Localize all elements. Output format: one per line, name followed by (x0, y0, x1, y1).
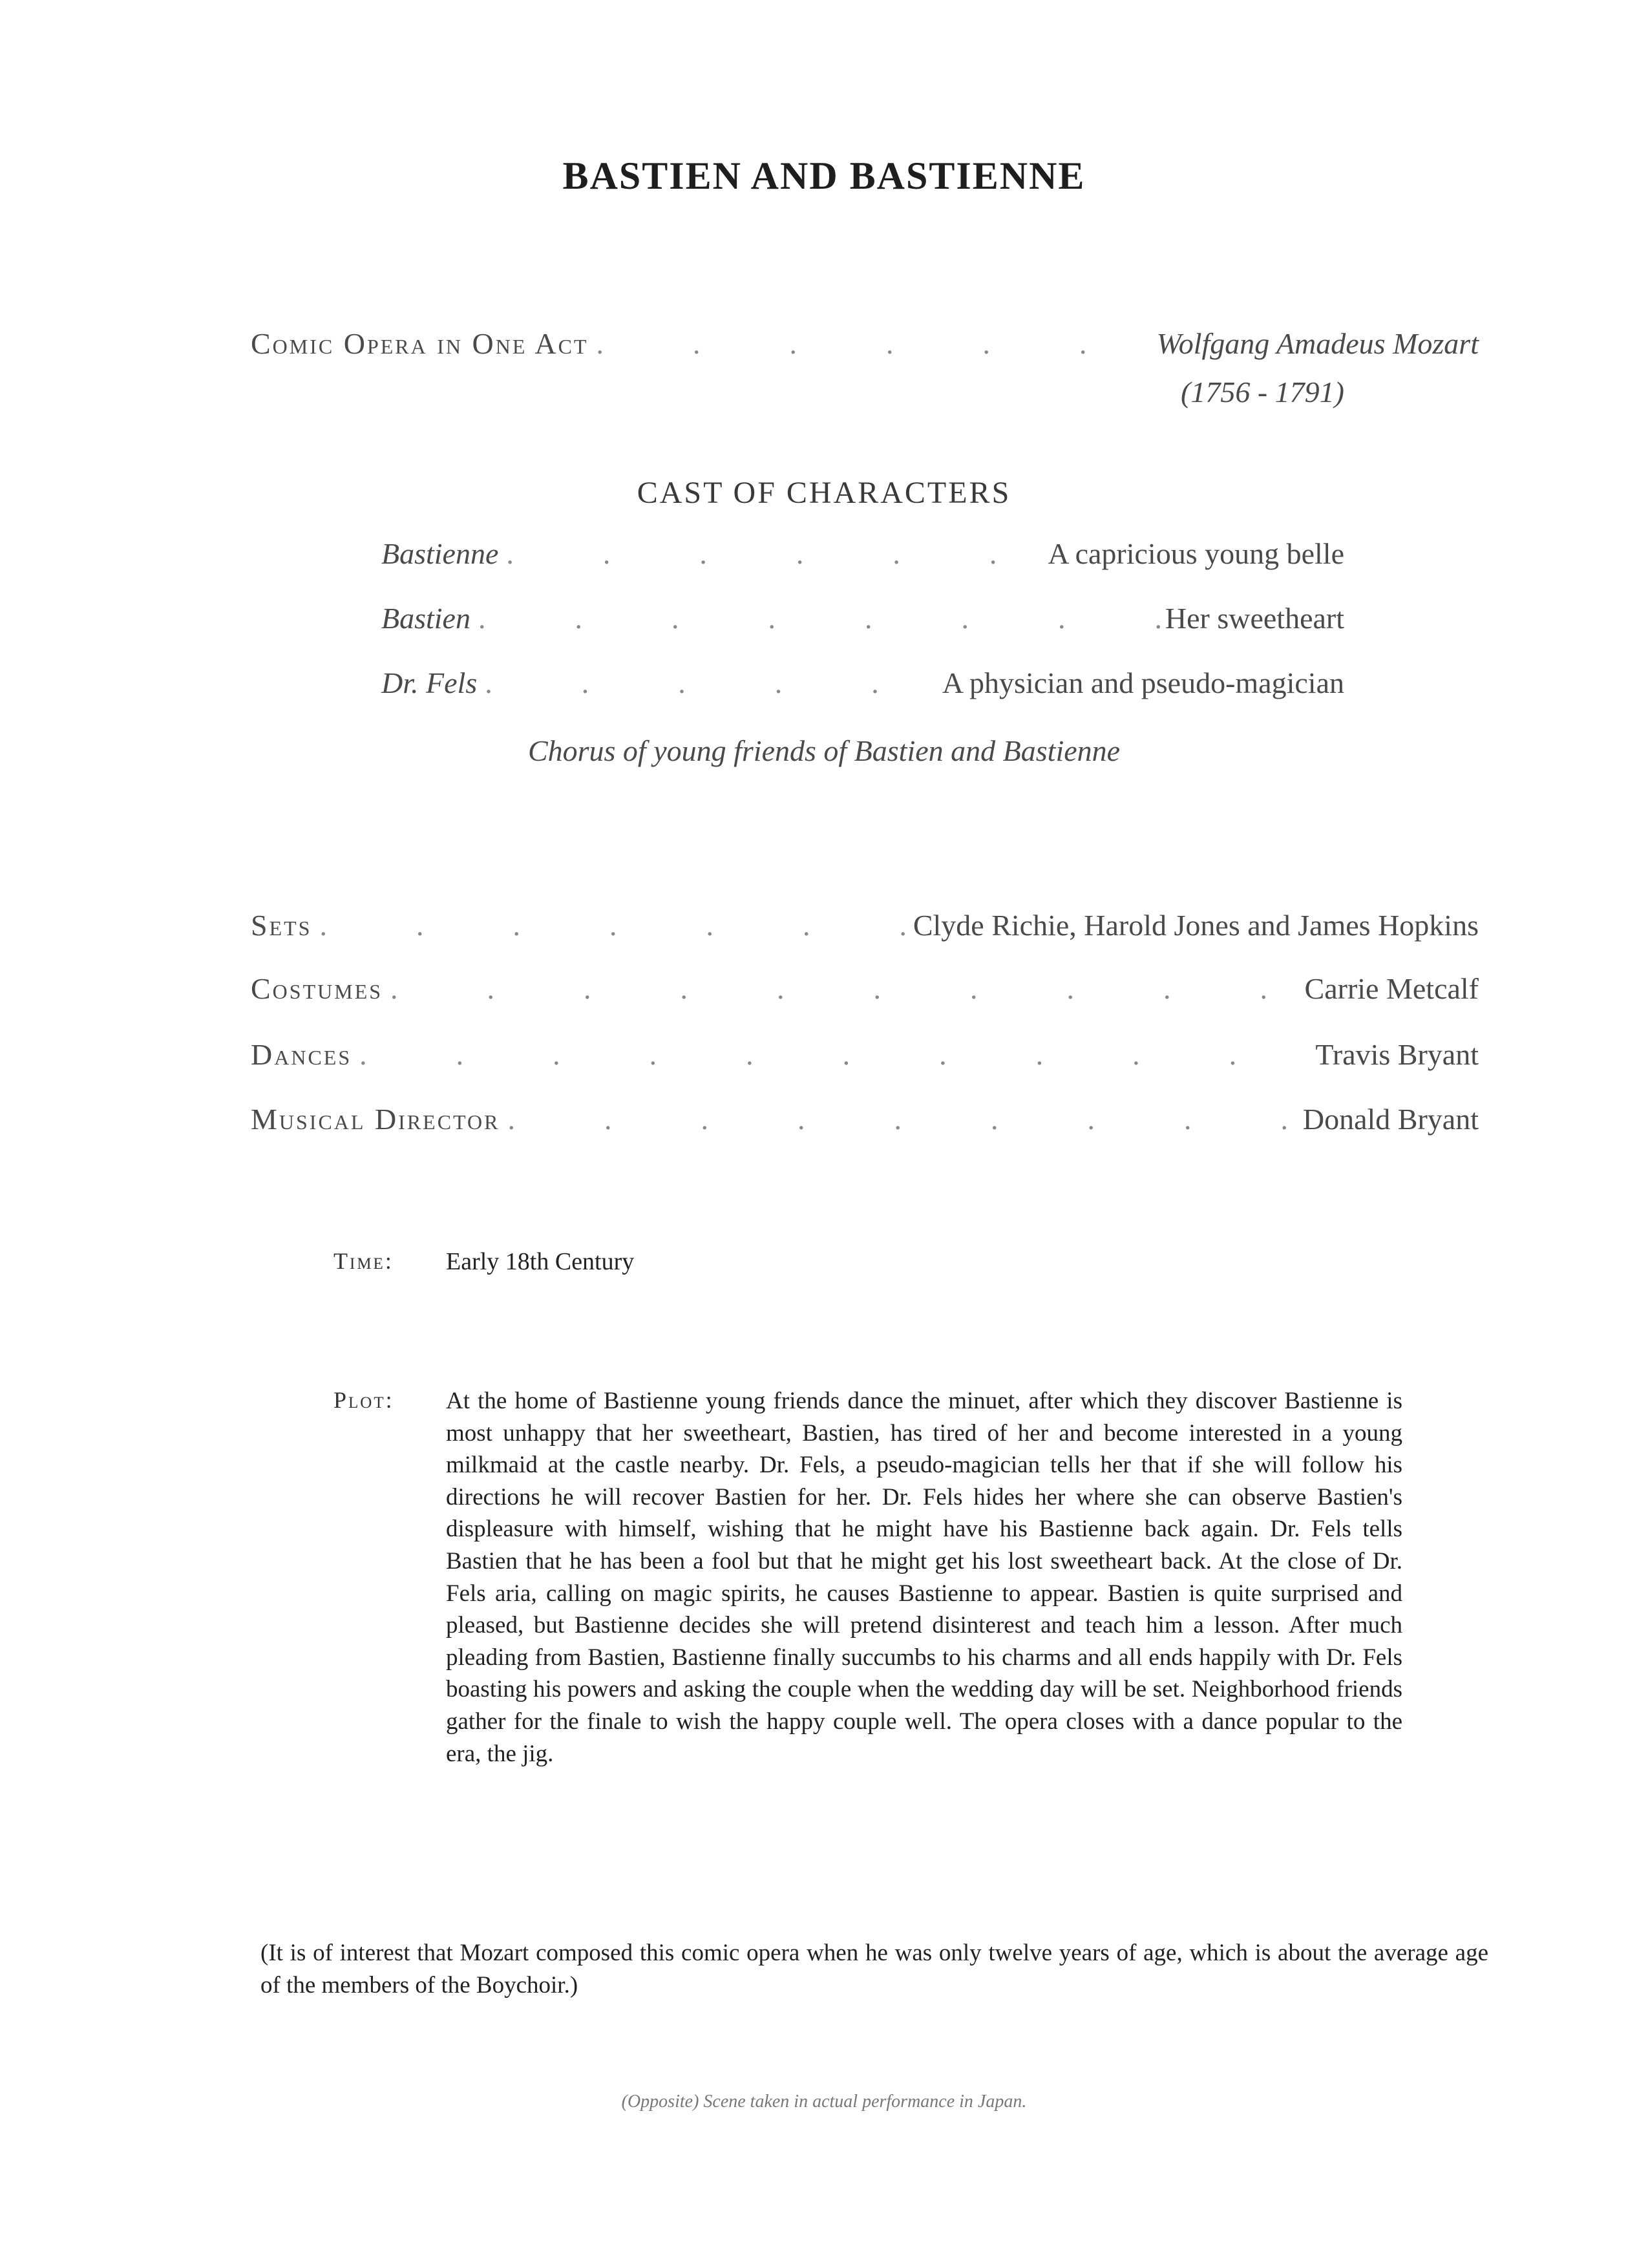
character-description: A physician and pseudo-magician (942, 666, 1344, 699)
cast-heading: CAST OF CHARACTERS (637, 476, 1011, 510)
chorus-line: Chorus of young friends of Bastien and Bastienne (527, 734, 1121, 767)
credit-role: Sets (251, 909, 312, 942)
opera-type: Comic Opera in One Act (251, 327, 589, 360)
time-value: Early 18th Century (446, 1248, 635, 1275)
leader-dots (477, 666, 942, 700)
credit-role: Dances (251, 1038, 352, 1071)
credit-names: Clyde Richie, Harold Jones and James Hopkins (913, 909, 1479, 942)
character-name: Dr. Fels (381, 666, 478, 699)
cast-row (381, 666, 1344, 700)
character-name: Bastienne (381, 537, 499, 570)
page-title: BASTIEN AND BASTIENNE (562, 154, 1086, 197)
credit-row (251, 908, 1479, 942)
opera-info-row (251, 326, 1479, 361)
footnote: (It is of interest that Mozart composed this comic opera when he was only twelve years of age, which is about the average age of the members of the Boychoir.) (260, 1940, 1488, 1998)
time-label: Time: (333, 1248, 394, 1274)
plot-label: Plot: (333, 1387, 394, 1413)
cast-row (381, 601, 1344, 635)
photo-caption: (Opposite) Scene taken in actual performance in Japan. (621, 2092, 1027, 2112)
credit-role: Costumes (251, 972, 383, 1005)
leader-dots (500, 1102, 1303, 1136)
leader-dots (498, 536, 1048, 571)
credit-row (251, 1102, 1479, 1136)
plot-text: At the home of Bastienne young friends dance the minuet, after which they discover Bastienne is most unhappy that her sweetheart, Bastien, has tired of her and become interested in a young milkmaid at the castle nearby. Dr. Fels, a pseudo-magician tells her that if she will follow his directions he will recover Bastien for her. Dr. Fels hides her where she can observe Bastien's displeasure with himself, wishing that he might have his Bastienne back again. Dr. Fels tells Bastien that he has been a fool but that he might get his lost sweetheart back. At the close of Dr. Fels aria, calling on magic spirits, he causes Bastienne to appear. Bastien is quite surprised and pleased, but Bastienne decides she will pretend disinterest and teach him a lesson. After much pleading from Bastien, Bastienne finally succumbs to his charms and all ends happily with Dr. Fels boasting his powers and asking the couple when the wedding day will be set. Neighborhood friends gather for the finale to wish the happy couple well. The opera closes with a dance popular to the era, the jig. (446, 1388, 1402, 1767)
credit-names: Carrie Metcalf (1304, 972, 1479, 1005)
leader-dots (470, 601, 1165, 635)
credit-row (251, 1037, 1479, 1072)
credit-names: Travis Bryant (1315, 1038, 1479, 1071)
leader-dots (383, 971, 1304, 1006)
leader-dots (312, 908, 913, 942)
credit-role: Musical Director (251, 1103, 500, 1136)
leader-dots (588, 326, 1156, 361)
character-description: Her sweetheart (1165, 602, 1344, 635)
composer-dates: (1756 - 1791) (1181, 376, 1344, 408)
character-description: A capricious young belle (1048, 537, 1344, 570)
composer-name: Wolfgang Amadeus Mozart (1156, 327, 1479, 360)
credit-row (251, 971, 1479, 1006)
credit-names: Donald Bryant (1302, 1103, 1479, 1136)
leader-dots (352, 1037, 1315, 1072)
cast-row (381, 536, 1344, 571)
character-name: Bastien (381, 602, 470, 635)
